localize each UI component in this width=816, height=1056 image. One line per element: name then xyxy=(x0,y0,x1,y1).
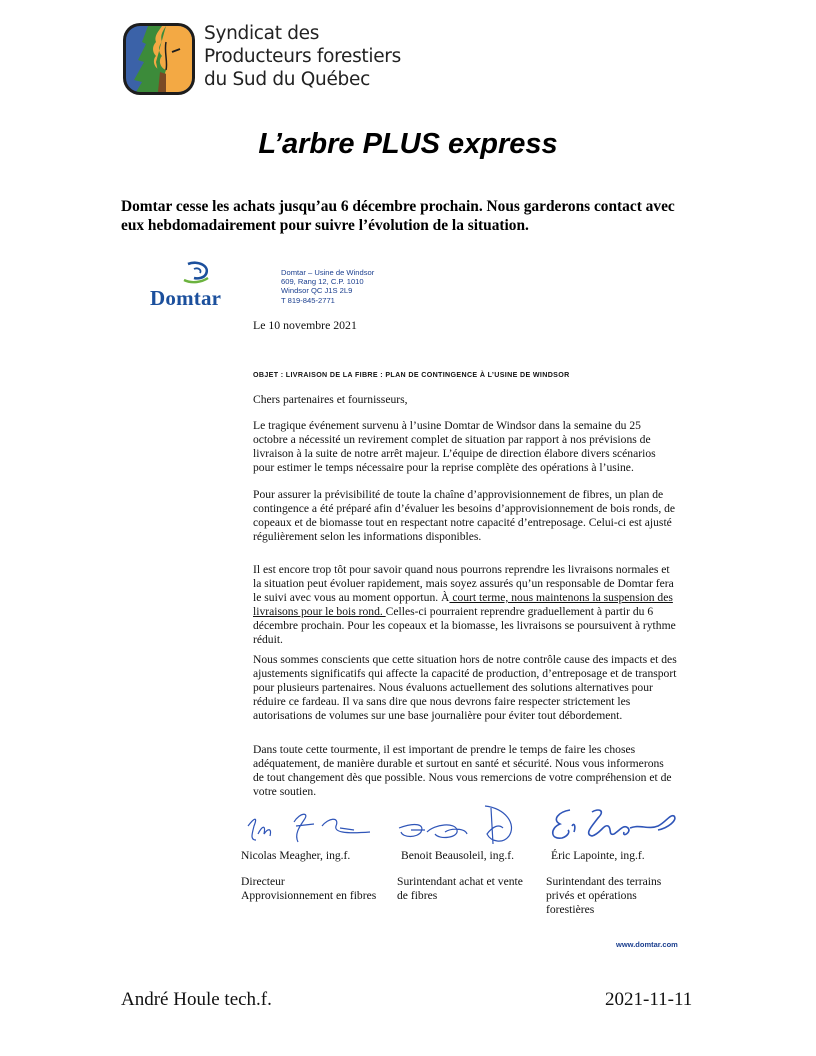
paragraph-5: Dans toute cette tourmente, il est important de prendre le temps de faire les choses adéquatement, de manière durable et surtout en santé et sécurité. Nous vous informerons de tout changement dès que possible. Nous vous remercions de votre compréhension et de votre soutien. xyxy=(253,743,672,798)
signatory-name: Éric Lapointe, ing.f. xyxy=(551,849,645,862)
paragraph-3-text: Il est encore trop tôt pour savoir quand nous pourrons reprendre les livraisons normales et la situation peut évoluer rapidement, mais soyez assurés qu’un responsable de Domtar fera le suivi avec vous au moment opportun. À xyxy=(253,563,674,604)
paragraph-3-text-end: Celles-ci pourraient reprendre graduellement à partir du 6 décembre prochain. Pour les copeaux et la biomasse, les livraisons se poursuivent à rythme réduit. xyxy=(253,604,676,646)
paragraph-1: Le tragique événement survenu à l’usine Domtar de Windsor dans la semaine du 25 octobre a nécessité un revirement complet de situation par rapport à nos prévisions de livraison à la suite de notre arrêt majeur. L’équipe de direction élabore divers scénarios pour estimer le temps nécessaire pour la reprise complète des opérations à l’usine. xyxy=(253,419,656,474)
newsletter-title: L’arbre PLUS express xyxy=(258,128,558,160)
org-line: Producteurs forestiers xyxy=(204,46,401,67)
paragraph-4: Nous sommes conscients que cette situation hors de notre contrôle cause des impacts et des ajustements significatifs qui affecte la capacité de production, d’entreposage et de transport pour plusieurs partenaires. Nous évaluons actuellement des solutions alternatives pour réduire ce fardeau. Il va sans dire que nous devrons faire respecter strictement les autorisations de volumes sur une base journalière pour éviter tout débordement. xyxy=(253,653,677,722)
address-line: T 819-845-2771 xyxy=(281,295,335,305)
domtar-website-link[interactable]: www.domtar.com xyxy=(616,940,678,949)
signature-benoit-beausoleil xyxy=(395,804,520,846)
lead-paragraph: Domtar cesse les achats jusqu’au 6 décembre prochain. Nous garderons contact avec eux hebdomadairement pour suivre l’évolution de la situation. xyxy=(121,198,675,234)
letter-date: Le 10 novembre 2021 xyxy=(253,318,357,332)
signatory-name: Benoit Beausoleil, ing.f. xyxy=(401,849,515,862)
paragraph-3 xyxy=(253,563,677,646)
signatory-role: Surintendant achat et vente de fibres xyxy=(397,875,523,902)
signature-eric-lapointe xyxy=(548,804,683,846)
signatory-role: Directeur Approvisionnement en fibres xyxy=(241,875,377,902)
paragraph-2: Pour assurer la prévisibilité de toute la chaîne d’approvisionnement de fibres, un plan de contingence a été préparé afin d’évaluer les besoins d’approvisionnement de bois ronds, de copeaux et de biomasse tout en respectant notre capacité d’entreposage. Celui-ci est ajusté régulièrement selon les informations disponibles. xyxy=(253,488,676,543)
domtar-address xyxy=(281,268,374,305)
org-line: du Sud du Québec xyxy=(204,69,370,90)
org-line: Syndicat des xyxy=(204,23,320,44)
spfsq-logo xyxy=(122,22,196,96)
salutation: Chers partenaires et fournisseurs, xyxy=(253,393,408,406)
signature-nicolas-meagher xyxy=(244,804,374,846)
domtar-wordmark: Domtar xyxy=(150,286,222,310)
footer-date: 2021-11-11 xyxy=(605,989,693,1010)
paragraph-3-underlined: court terme, nous maintenons la suspension des livraisons pour le bois rond. xyxy=(253,590,673,618)
signatory-name: Nicolas Meagher, ing.f. xyxy=(241,849,351,862)
letter-subject: OBJET : LIVRAISON DE LA FIBRE : PLAN DE CONTINGENCE À L’USINE DE WINDSOR xyxy=(253,371,570,379)
address-line: Windsor QC J1S 2L9 xyxy=(281,286,353,296)
signatory-role: Surintendant des terrains privés et opérations forestières xyxy=(546,875,662,916)
organization-name xyxy=(204,22,401,91)
address-line: Domtar – Usine de Windsor xyxy=(281,268,375,277)
footer-author: André Houle tech.f. xyxy=(121,989,272,1010)
address-line: 609, Rang 12, C.P. 1010 xyxy=(281,277,364,287)
